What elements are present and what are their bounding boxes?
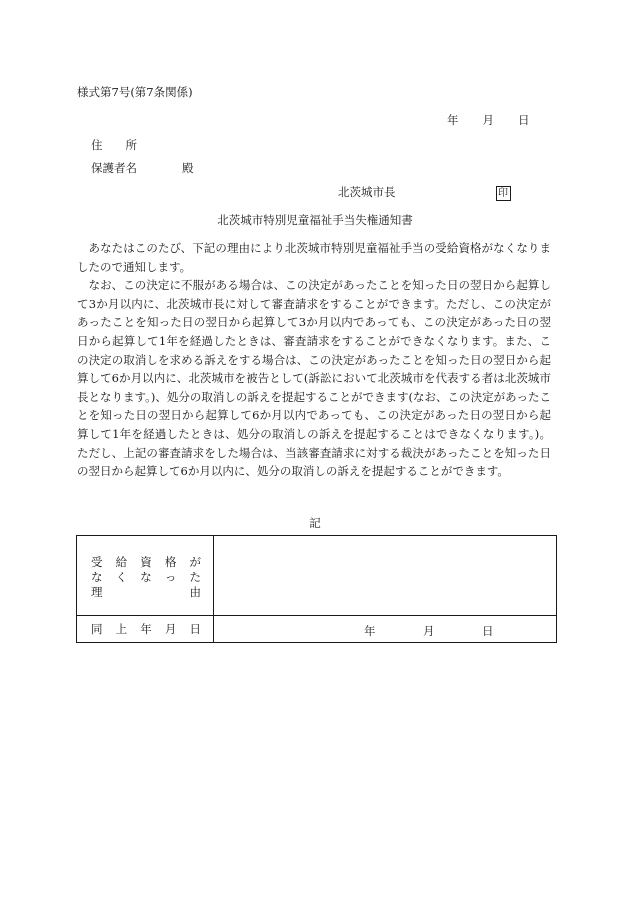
ki-mark: 記	[309, 516, 321, 530]
document-title: 北茨城市特別児童福祉手当失権通知書	[217, 213, 413, 227]
mayor-title: 北茨城市長	[338, 185, 396, 199]
address-row	[91, 137, 137, 153]
address-label: 住 所	[91, 138, 137, 152]
date-year: 年	[447, 113, 459, 127]
guardian-row	[91, 160, 194, 176]
mayor-signature-row	[338, 184, 511, 201]
reason-label-cell	[77, 536, 214, 616]
date-month: 月	[482, 113, 494, 127]
notice-paragraph-2: なお、この決定に不服がある場合は、この決定があったことを知った日の翌日から起算して3か月以内に、北茨城市長に対して審査請求をすることができます。ただし、この決定があったことを知った日の翌日から起算して3か月以内であっても、この決定があった日の翌日から起算して1年を経過したときは、審査請求をすることができなくなります。また、この決定の取消しを求める訴えをする場合は、この決定があったことを知った日の翌日から起算して6か月以内に、北茨城市を被告として(訴訟において北茨城市を代表する者は北茨城市長となります。)、処分の取消しの訴えを提起することができます(なお、この決定があったことを知った日の翌日から起算して6か月以内であっても、この決定があった日の翌日から起算して1年を経過したときは、処分の取消しの訴えを提起することはできなくなります。)。ただし、上記の審査請求をした場合は、当該審査請求に対する裁決があったことを知った日の翌日から起算して6か月以内に、処分の取消しの訴えを提起することができます。	[77, 278, 551, 479]
notice-body	[77, 239, 551, 481]
date-value-cell	[214, 616, 557, 643]
record-date-day: 日	[482, 623, 494, 638]
record-date-year: 年	[364, 623, 376, 638]
reason-row	[77, 536, 557, 616]
guardian-label: 保護者名	[91, 161, 137, 175]
record-date-month: 月	[423, 623, 435, 638]
issue-date-line	[447, 112, 530, 128]
form-number: 様式第7号(第7条関係)	[77, 85, 193, 99]
reason-label-line-1: 受 給 資 格 が	[91, 555, 201, 569]
honorific: 殿	[182, 161, 194, 175]
date-row	[77, 616, 557, 643]
seal-mark: 印	[496, 186, 511, 201]
date-day: 日	[518, 113, 530, 127]
reason-label-line-3: 理 由	[91, 585, 201, 599]
reason-value-cell	[214, 536, 557, 616]
notice-paragraph-1: あなたはこのたび、下記の理由により北茨城市特別児童福祉手当の受給資格がなくなりましたので通知します。	[77, 241, 551, 274]
record-table	[76, 535, 557, 643]
reason-label-line-2: な く な っ た	[91, 570, 201, 584]
date-label-cell: 同 上 年 月 日	[77, 616, 214, 643]
